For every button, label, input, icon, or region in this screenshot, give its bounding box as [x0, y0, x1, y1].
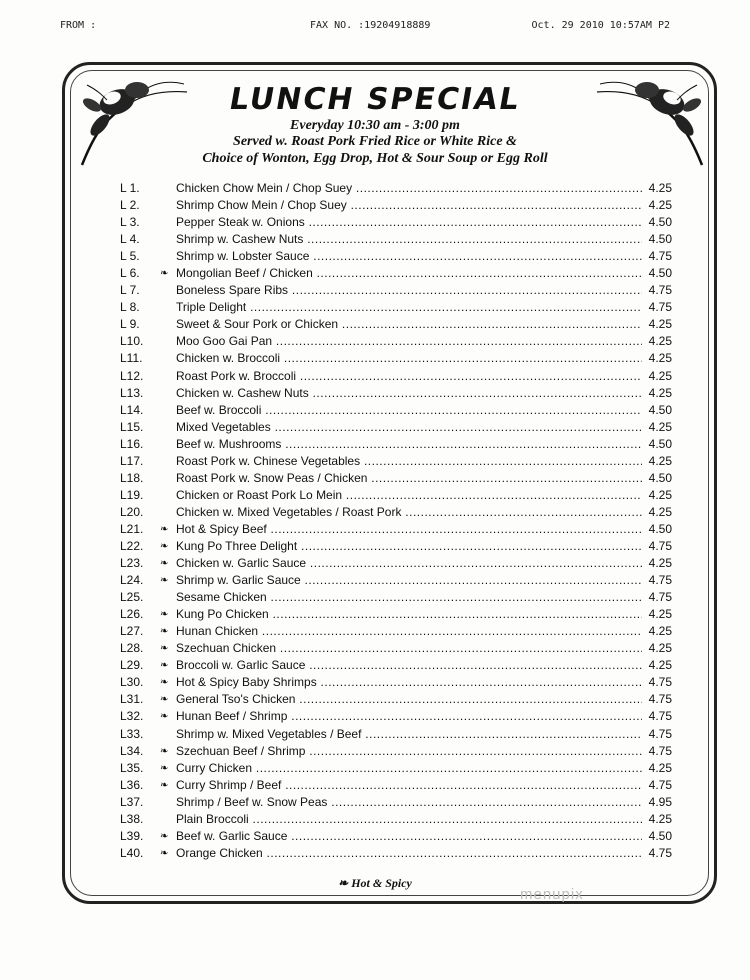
- menu-item: [120, 231, 676, 248]
- menu-item-name: Kung Po Three Delight .....: [176, 538, 642, 555]
- menu-item-code: L40.: [120, 845, 144, 860]
- menu-item-price: 4.25: [648, 641, 672, 656]
- menu-item-code: L12.: [120, 368, 144, 383]
- menu-item: [120, 350, 676, 367]
- menu-item-name: Beef w. Broccoli .....: [176, 402, 642, 419]
- fax-header: [60, 20, 670, 36]
- menu-item-code: L35.: [120, 760, 144, 775]
- menu-item-code: L26.: [120, 607, 144, 622]
- menu-item-code: L27.: [120, 624, 144, 639]
- menu-item-price: 4.50: [648, 470, 672, 485]
- menu-item-code: L32.: [120, 709, 144, 724]
- lunch-hours: Everyday 10:30 am - 3:00 pm: [290, 118, 460, 133]
- menu-item: [120, 248, 676, 265]
- watermark: menupix: [520, 886, 584, 903]
- menu-item-price: 4.25: [648, 181, 672, 195]
- menu-item-price: 4.25: [648, 607, 672, 622]
- menu-item-name: Shrimp w. Mixed Vegetables / Beef .....: [176, 726, 642, 743]
- menu-item: [120, 674, 676, 691]
- menu-item: [120, 777, 676, 794]
- menu-item-name: Beef w. Mushrooms .....: [176, 436, 642, 453]
- menu-item-name: Hunan Chicken .....: [176, 623, 642, 640]
- menu-item: [120, 214, 676, 231]
- hot-spicy-icon: ❧: [160, 626, 169, 638]
- fax-date: Oct. 29 2010 10:57AM P2: [531, 20, 670, 31]
- menu-item-price: 4.25: [648, 760, 672, 775]
- menu-item-code: L 8.: [120, 300, 140, 315]
- hot-spicy-icon: ❧: [160, 268, 169, 280]
- menu-item-price: 4.75: [648, 300, 672, 315]
- menu-item: [120, 436, 676, 453]
- menu-item-price: 4.75: [648, 675, 672, 690]
- hot-spicy-icon: ❧: [160, 694, 169, 706]
- menu-item-code: L 9.: [120, 317, 140, 332]
- menu-item-price: 4.50: [648, 266, 672, 281]
- menu-item-code: L16.: [120, 436, 144, 451]
- menu-item-price: 4.75: [648, 845, 672, 860]
- menu-item: [120, 589, 676, 606]
- menu-item-code: L14.: [120, 402, 144, 417]
- menu-item: [120, 708, 676, 725]
- menu-item-name: Chicken w. Broccoli .....: [176, 350, 642, 367]
- menu-item-code: L39.: [120, 828, 144, 843]
- menu-item: [120, 538, 676, 555]
- menu-item: [120, 794, 676, 811]
- menu-item-name: Roast Pork w. Broccoli .....: [176, 368, 642, 385]
- menu-item-code: L20.: [120, 504, 144, 519]
- menu-item-name: Triple Delight .....: [176, 299, 642, 316]
- menu-item-price: 4.25: [648, 453, 672, 468]
- menu-item-name: Hot & Spicy Baby Shrimps .....: [176, 674, 642, 691]
- menu-item-code: L 3.: [120, 215, 140, 230]
- menu-item-price: 4.25: [648, 487, 672, 502]
- menu-item-name: Chicken w. Cashew Nuts .....: [176, 385, 642, 402]
- menu-item-code: L22.: [120, 538, 144, 553]
- menu-item-name: Chicken Chow Mein / Chop Suey .....: [176, 180, 642, 197]
- hot-spicy-icon: ❧: [160, 677, 169, 689]
- menu-item-price: 4.75: [648, 590, 672, 605]
- hot-spicy-icon: ❧: [160, 575, 169, 587]
- menu-item: [120, 282, 676, 299]
- menu-item-price: 4.50: [648, 828, 672, 843]
- menu-item-name: Sesame Chicken .....: [176, 589, 642, 606]
- menu-item-name: Shrimp Chow Mein / Chop Suey .....: [176, 197, 642, 214]
- menu-item: [120, 606, 676, 623]
- menu-item-price: 4.25: [648, 334, 672, 349]
- menu-item: [120, 623, 676, 640]
- menu-item: [120, 402, 676, 419]
- menu-item-name: Hunan Beef / Shrimp .....: [176, 708, 642, 725]
- menu-item-code: L15.: [120, 419, 144, 434]
- hot-spicy-icon: ❧: [160, 643, 169, 655]
- menu-item-code: L33.: [120, 726, 144, 741]
- menu-item: [120, 316, 676, 333]
- menu-item: [120, 640, 676, 657]
- menu-item-name: Broccoli w. Garlic Sauce .....: [176, 657, 642, 674]
- menu-item-name: Boneless Spare Ribs .....: [176, 282, 642, 299]
- menu-item-price: 4.25: [648, 198, 672, 213]
- menu-item: [120, 197, 676, 214]
- hot-spicy-icon: ❧: [160, 847, 169, 859]
- menu-item-code: L31.: [120, 692, 144, 707]
- hot-spicy-icon: ❧: [160, 558, 169, 570]
- hot-spicy-icon: ❧: [160, 609, 169, 621]
- menu-item-name: Roast Pork w. Chinese Vegetables .....: [176, 453, 642, 470]
- menu-item-price: 4.25: [648, 317, 672, 332]
- spicy-legend-icon: ❧: [338, 876, 349, 890]
- fax-number: FAX NO. :19204918889: [310, 20, 431, 31]
- menu-item: [120, 555, 676, 572]
- menu-item-name: Mixed Vegetables .....: [176, 419, 642, 436]
- fax-from: FROM :: [60, 20, 97, 31]
- menu-item: [120, 691, 676, 708]
- menu-item: [120, 811, 676, 828]
- menu-item-name: Orange Chicken .....: [176, 845, 642, 862]
- menu-item-name: Plain Broccoli .....: [176, 811, 642, 828]
- menu-item-price: 4.75: [648, 538, 672, 553]
- menu-item-name: Mongolian Beef / Chicken .....: [176, 265, 642, 282]
- menu-item-name: Roast Pork w. Snow Peas / Chicken .....: [176, 470, 642, 487]
- menu-item-code: L38.: [120, 811, 144, 826]
- menu-item-code: L17.: [120, 453, 144, 468]
- menu-item-name: Pepper Steak w. Onions .....: [176, 214, 642, 231]
- served-with-note: Served w. Roast Pork Fried Rice or White Rice &: [233, 134, 517, 149]
- menu-item-code: L34.: [120, 743, 144, 758]
- menu-item-code: L18.: [120, 470, 144, 485]
- menu-list: [120, 180, 676, 862]
- hot-spicy-icon: ❧: [160, 779, 169, 791]
- hot-spicy-icon: ❧: [160, 762, 169, 774]
- menu-item-price: 4.50: [648, 436, 672, 451]
- menu-item-name: Chicken or Roast Pork Lo Mein .....: [176, 487, 642, 504]
- menu-item-code: L 6.: [120, 266, 140, 281]
- menu-item-code: L19.: [120, 487, 144, 502]
- menu-item-code: L 7.: [120, 283, 140, 298]
- menu-item-code: L13.: [120, 385, 144, 400]
- menu-item-price: 4.75: [648, 692, 672, 707]
- menu-item: [120, 657, 676, 674]
- menu-item: [120, 419, 676, 436]
- hot-spicy-icon: ❧: [160, 830, 169, 842]
- menu-item-code: L24.: [120, 573, 144, 588]
- menu-item: [120, 470, 676, 487]
- menu-item-name: Szechuan Chicken .....: [176, 640, 642, 657]
- menu-item-name: Szechuan Beef / Shrimp .....: [176, 743, 642, 760]
- spicy-legend: [0, 876, 750, 891]
- menu-item: [120, 180, 676, 197]
- menu-item-price: 4.75: [648, 709, 672, 724]
- menu-item-name: General Tso's Chicken .....: [176, 691, 642, 708]
- menu-item-code: L 1.: [120, 181, 140, 195]
- menu-item-name: Shrimp w. Lobster Sauce .....: [176, 248, 642, 265]
- menu-item-code: L10.: [120, 334, 144, 349]
- spicy-legend-label: Hot & Spicy: [351, 876, 412, 890]
- menu-item: [120, 726, 676, 743]
- menu-item-name: Beef w. Garlic Sauce .....: [176, 828, 642, 845]
- menu-item-code: L30.: [120, 675, 144, 690]
- menu-item-name: Chicken w. Mixed Vegetables / Roast Pork .....: [176, 504, 642, 521]
- menu-item: [120, 333, 676, 350]
- menu-item-name: Shrimp w. Garlic Sauce .....: [176, 572, 642, 589]
- menu-item-price: 4.25: [648, 658, 672, 673]
- menu-item-price: 4.75: [648, 777, 672, 792]
- menu-item: [120, 504, 676, 521]
- menu-item-price: 4.75: [648, 249, 672, 264]
- menu-item-name: Shrimp w. Cashew Nuts .....: [176, 231, 642, 248]
- menu-item-price: 4.50: [648, 521, 672, 536]
- hot-spicy-icon: ❧: [160, 711, 169, 723]
- menu-item-price: 4.25: [648, 556, 672, 571]
- menu-item: [120, 521, 676, 538]
- menu-item-price: 4.95: [648, 794, 672, 809]
- menu-item-name: Moo Goo Gai Pan .....: [176, 333, 642, 350]
- hot-spicy-icon: ❧: [160, 523, 169, 535]
- menu-item-price: 4.75: [648, 743, 672, 758]
- menu-item-code: L21.: [120, 521, 144, 536]
- menu-item-code: L37.: [120, 794, 144, 809]
- menu-item-name: Shrimp / Beef w. Snow Peas .....: [176, 794, 642, 811]
- menu-item-name: Sweet & Sour Pork or Chicken .....: [176, 316, 642, 333]
- menu-title: LUNCH SPECIAL: [226, 82, 524, 117]
- menu-item-name: Chicken w. Garlic Sauce .....: [176, 555, 642, 572]
- hot-spicy-icon: ❧: [160, 540, 169, 552]
- menu-item-code: L 5.: [120, 249, 140, 264]
- menu-item-price: 4.50: [648, 215, 672, 230]
- menu-item-price: 4.75: [648, 283, 672, 298]
- menu-item-code: L 2.: [120, 198, 140, 213]
- menu-item-price: 4.50: [648, 402, 672, 417]
- hot-spicy-icon: ❧: [160, 660, 169, 672]
- menu-item-price: 4.25: [648, 624, 672, 639]
- menu-item-code: L36.: [120, 777, 144, 792]
- menu-item-name: Hot & Spicy Beef .....: [176, 521, 642, 538]
- hot-spicy-icon: ❧: [160, 745, 169, 757]
- menu-item-name: Kung Po Chicken .....: [176, 606, 642, 623]
- menu-item: [120, 743, 676, 760]
- menu-item: [120, 299, 676, 316]
- menu-item-code: L23.: [120, 556, 144, 571]
- menu-item-price: 4.25: [648, 368, 672, 383]
- menu-item-price: 4.25: [648, 385, 672, 400]
- menu-item: [120, 453, 676, 470]
- menu-item-code: L29.: [120, 658, 144, 673]
- menu-item: [120, 845, 676, 862]
- menu-item: [120, 368, 676, 385]
- menu-item: [120, 487, 676, 504]
- menu-item-code: L28.: [120, 641, 144, 656]
- menu-item: [120, 572, 676, 589]
- menu-item-price: 4.50: [648, 232, 672, 247]
- menu-item: [120, 265, 676, 282]
- menu-item: [120, 760, 676, 777]
- menu-item-code: L25.: [120, 590, 144, 605]
- menu-item-price: 4.75: [648, 573, 672, 588]
- menu-item-price: 4.25: [648, 811, 672, 826]
- menu-item-code: L 4.: [120, 232, 140, 247]
- menu-item-price: 4.25: [648, 419, 672, 434]
- menu-item-price: 4.25: [648, 504, 672, 519]
- menu-item-code: L11.: [120, 351, 143, 366]
- menu-item: [120, 828, 676, 845]
- menu-item-name: Curry Chicken .....: [176, 760, 642, 777]
- soup-choice-note: Choice of Wonton, Egg Drop, Hot & Sour Soup or Egg Roll: [202, 151, 548, 166]
- menu-item: [120, 385, 676, 402]
- menu-item-price: 4.75: [648, 726, 672, 741]
- menu-item-price: 4.25: [648, 351, 672, 366]
- menu-item-name: Curry Shrimp / Beef .....: [176, 777, 642, 794]
